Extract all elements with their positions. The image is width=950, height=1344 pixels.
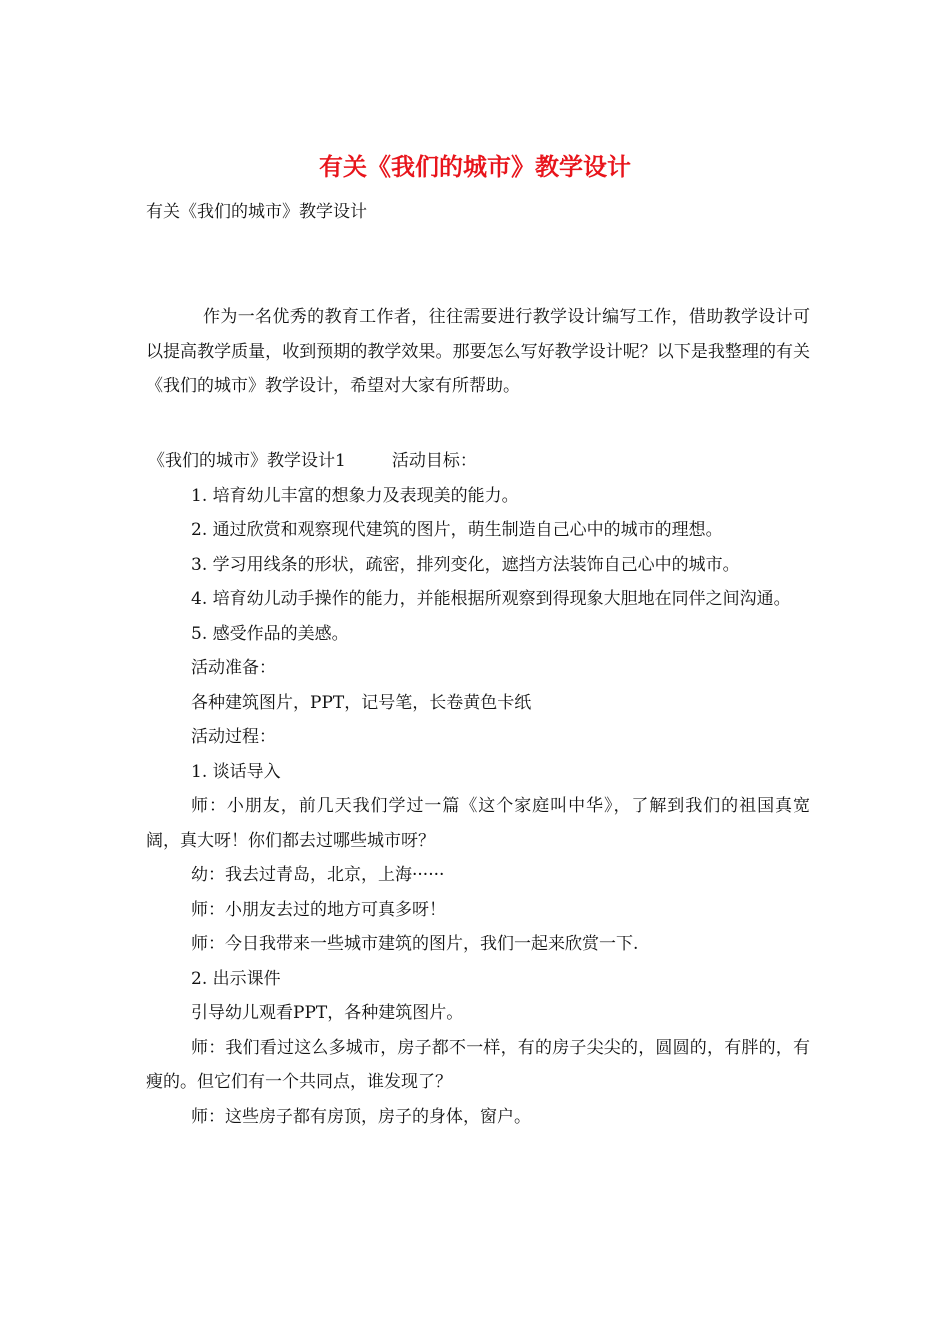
lesson-content	[146, 444, 810, 1134]
process-step-2: 2. 出示课件	[191, 968, 281, 989]
process-step-1: 1. 谈话导入	[191, 761, 281, 782]
dialogue-line: 幼：我去过青岛，北京，上海······	[191, 865, 445, 885]
document-subtitle: 有关《我们的城市》教学设计	[146, 202, 367, 222]
preparation-materials: 各种建筑图片，PPT，记号笔，长卷黄色卡纸	[191, 692, 532, 713]
dialogue-line: 师：这些房子都有房顶，房子的身体，窗户。	[191, 1106, 531, 1127]
intro-paragraph: 作为一名优秀的教育工作者，往往需要进行教学设计编写工作，借助教学设计可以提高教学质量，收到预期的教学效果。那要怎么写好教学设计呢？以下是我整理的有关《我们的城市》教学设计，希望对大家有所帮助。	[146, 307, 810, 396]
goal-item-4: 4. 培育幼儿动手操作的能力，并能根据所观察到得现象大胆地在同伴之间沟通。	[191, 589, 791, 609]
goal-item-3: 3. 学习用线条的形状，疏密，排列变化，遮挡方法装饰自己心中的城市。	[191, 554, 740, 575]
goal-item-2: 2. 通过欣赏和观察现代建筑的图片，萌生制造自己心中的城市的理想。	[191, 520, 723, 540]
instruction-line: 引导幼儿观看PPT，各种建筑图片。	[191, 1003, 464, 1023]
goal-item-1: 1. 培育幼儿丰富的想象力及表现美的能力。	[191, 485, 519, 506]
dialogue-line: 师：我们看过这么多城市，房子都不一样，有的房子尖尖的，圆圆的，有胖的，有瘦的。但它们有一个共同点，谁发现了？	[146, 1037, 810, 1092]
process-heading: 活动过程：	[191, 727, 276, 747]
goals-heading: 活动目标：	[391, 451, 477, 471]
section-heading: 《我们的城市》教学设计1	[148, 451, 346, 471]
dialogue-line: 师：小朋友，前几天我们学过一篇《这个家庭叫中华》，了解到我们的祖国真宽阔，真大呀！你们都去过哪些城市呀？	[146, 796, 810, 851]
preparation-heading: 活动准备：	[191, 658, 276, 678]
dialogue-line: 师：今日我带来一些城市建筑的图片，我们一起来欣赏一下.	[191, 934, 639, 954]
document-title: 有关《我们的城市》教学设计	[319, 152, 631, 181]
dialogue-line: 师：小朋友去过的地方可真多呀！	[191, 899, 446, 920]
section-heading-line	[146, 444, 810, 479]
goal-item-5: 5. 感受作品的美感。	[191, 623, 349, 644]
intro-section	[146, 300, 810, 404]
